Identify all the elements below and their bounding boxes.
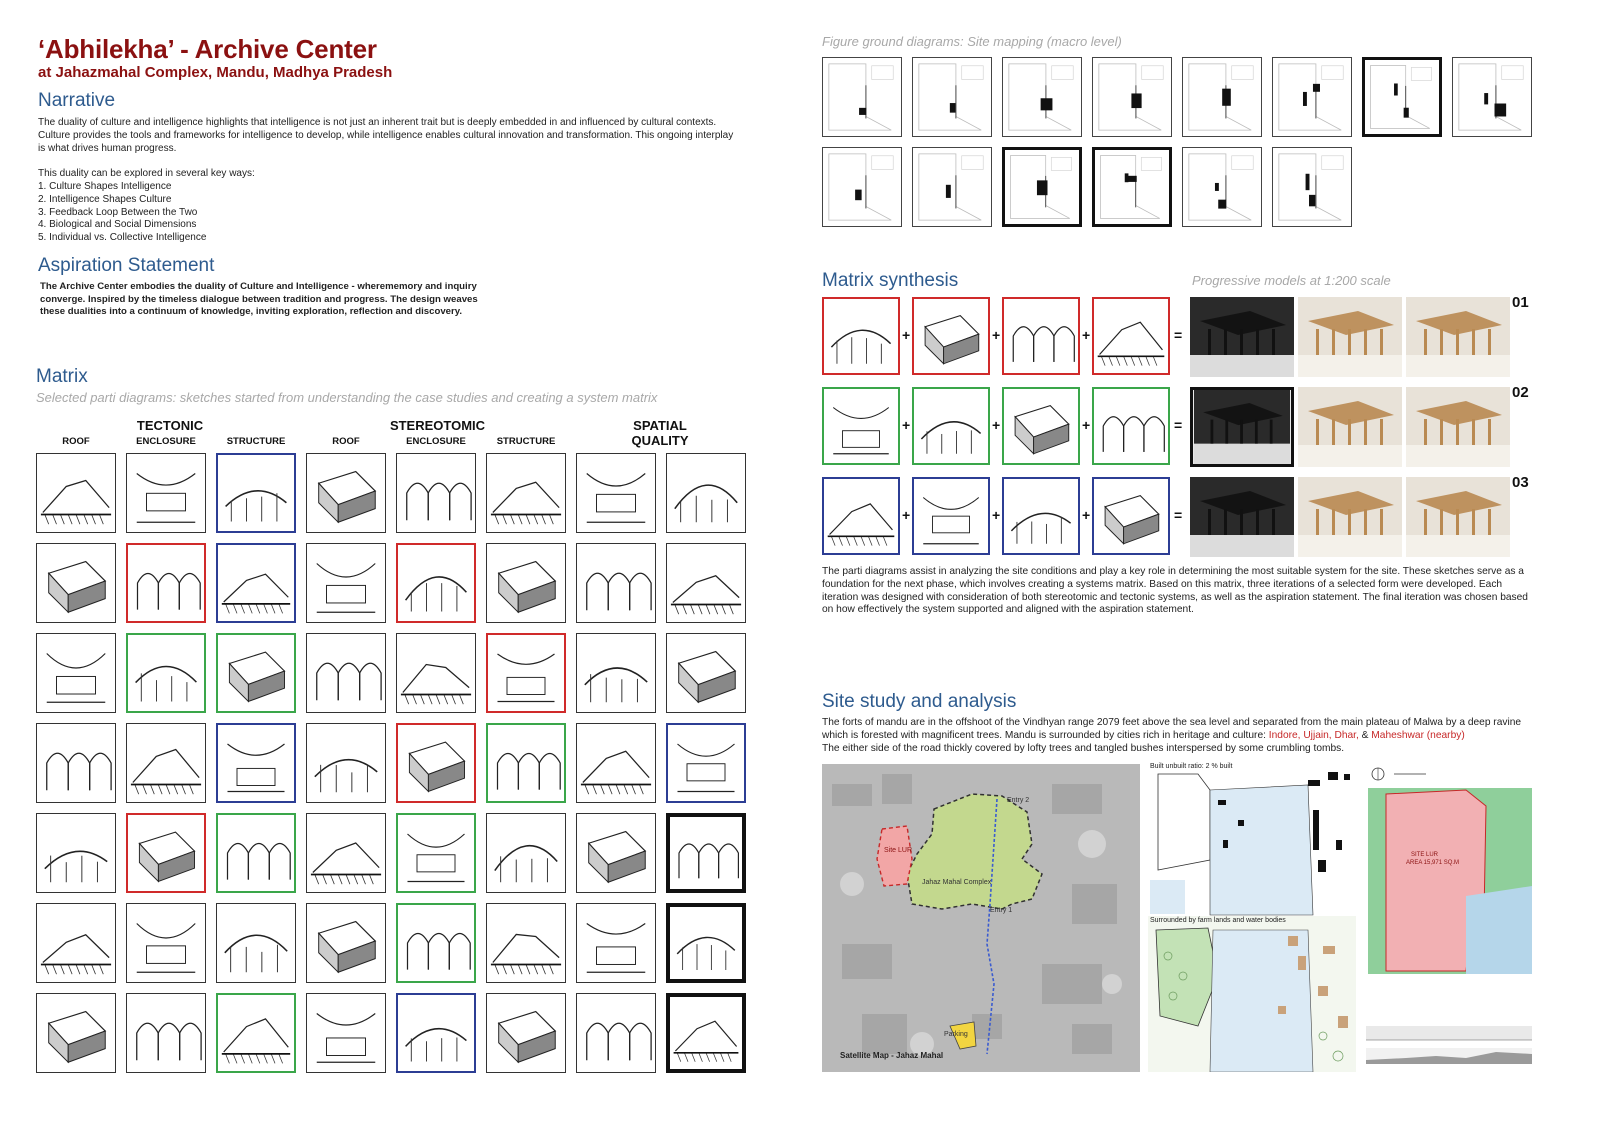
synthesis-sketch bbox=[822, 387, 900, 465]
figure-ground-diagram bbox=[912, 147, 992, 227]
parti-sketch bbox=[486, 993, 566, 1073]
parti-sketch bbox=[306, 993, 386, 1073]
site-lur-image bbox=[1366, 766, 1532, 974]
group-stereotomic: STEREOTOMIC bbox=[389, 418, 486, 433]
list-item: 3. Feedback Loop Between the Two bbox=[38, 206, 198, 218]
synthesis-sketch bbox=[912, 297, 990, 375]
site-area-line2: AREA 15,971 SQ.M bbox=[1406, 860, 1460, 866]
figure-ground-diagram bbox=[1272, 147, 1352, 227]
group-spatial-quality: SPATIAL QUALITY bbox=[631, 418, 689, 448]
plus-operator: + bbox=[1082, 507, 1091, 523]
parti-sketch bbox=[486, 903, 566, 983]
parti-sketch bbox=[396, 453, 476, 533]
equals-operator: = bbox=[1174, 417, 1183, 433]
model-photo bbox=[1190, 297, 1294, 377]
farmland-image bbox=[1148, 916, 1356, 1072]
model-photo bbox=[1298, 387, 1402, 467]
page-subtitle: at Jahazmahal Complex, Mandu, Madhya Pradesh bbox=[38, 64, 393, 81]
synthesis-paragraph: The parti diagrams assist in analyzing the site conditions and play a key role in determining the most suitable system for the site. These sketches serve as a foundation for the next phase, which involves creating a systems matrix. Based on this matrix, three iterations of a selected form were developed. Each iteration was designed with consideration of both stereotomic and tectonic systems, as well as the aspiration statement. The final iteration was chosen based on how effectively the system supported and aligned with the aspiration statement. bbox=[822, 566, 1528, 616]
parti-sketch bbox=[306, 453, 386, 533]
built-ratio-label: Built unbuilt ratio: 2 % built bbox=[1150, 763, 1233, 770]
parti-sketch bbox=[306, 723, 386, 803]
model-photo bbox=[1298, 297, 1402, 377]
parti-sketch bbox=[306, 543, 386, 623]
parti-sketch bbox=[306, 813, 386, 893]
parti-sketch bbox=[126, 543, 206, 623]
model-photo bbox=[1190, 387, 1294, 467]
matrix-heading: Matrix bbox=[36, 366, 88, 387]
list-item: 5. Individual vs. Collective Intelligence bbox=[38, 232, 207, 244]
figure-ground-diagram bbox=[1452, 57, 1532, 137]
iteration-number: 03 bbox=[1512, 474, 1529, 491]
parti-sketch bbox=[666, 453, 746, 533]
plus-operator: + bbox=[902, 417, 911, 433]
col-enclosure-stereotomic: ENCLOSURE bbox=[406, 436, 466, 447]
aspiration-heading: Aspiration Statement bbox=[38, 255, 215, 276]
parti-sketch bbox=[216, 993, 296, 1073]
parti-sketch bbox=[396, 633, 476, 713]
parti-sketch bbox=[126, 453, 206, 533]
group-tectonic: TECTONIC bbox=[136, 418, 204, 433]
site-section-image bbox=[1366, 1022, 1532, 1070]
matrix-caption: Selected parti diagrams: sketches started from understanding the case studies and creating a system matrix bbox=[36, 390, 658, 405]
figure-ground-diagram bbox=[1002, 57, 1082, 137]
parti-sketch bbox=[36, 453, 116, 533]
parti-sketch bbox=[306, 903, 386, 983]
site-area-line1: SITE LUR bbox=[1411, 852, 1439, 858]
parti-sketch bbox=[396, 723, 476, 803]
figure-ground-diagram bbox=[1092, 57, 1172, 137]
parti-sketch bbox=[486, 633, 566, 713]
figure-ground-diagram bbox=[1272, 57, 1352, 137]
figure-ground-diagram bbox=[1182, 57, 1262, 137]
model-photo bbox=[1406, 387, 1510, 467]
parti-sketch bbox=[216, 633, 296, 713]
narrative-list bbox=[38, 181, 438, 245]
satellite-map-image bbox=[822, 764, 1140, 1072]
parti-sketch bbox=[576, 903, 656, 983]
parti-sketch bbox=[306, 633, 386, 713]
parti-sketch bbox=[666, 723, 746, 803]
site-heading: Site study and analysis bbox=[822, 691, 1017, 712]
aspiration-text: The Archive Center embodies the duality of Culture and Intelligence - wherememory and inquiry converge. Inspired by the timeless dialogue between tradition and progress. The design weaves these dualities into a continuum of knowledge, inviting exploration, reflection and discovery. bbox=[40, 281, 478, 318]
parti-sketch bbox=[576, 723, 656, 803]
equals-operator: = bbox=[1174, 327, 1183, 343]
site-text-a: The forts of mandu are in the offshoot of the Vindhyan range 2079 feet above the sea level and separated from the main plateau of Malwa by a deep ravine which is forested with magnificent trees. Mandu is surrounded by cities rich in heritage and culture: bbox=[822, 717, 1522, 741]
parking-label: Parking bbox=[944, 1031, 968, 1038]
parti-sketch bbox=[486, 813, 566, 893]
site-amp: & bbox=[1358, 729, 1372, 741]
col-structure-stereotomic: STRUCTURE bbox=[496, 436, 556, 447]
parti-sketch bbox=[666, 543, 746, 623]
figure-ground-diagram bbox=[1092, 147, 1172, 227]
parti-sketch bbox=[36, 993, 116, 1073]
site-text-b: The either side of the road thickly covered by lofty trees and tangled bushes interspersed by some crumbling tombs. bbox=[822, 742, 1345, 754]
synthesis-sketch bbox=[822, 477, 900, 555]
site-lur-map bbox=[1366, 766, 1532, 974]
plus-operator: + bbox=[992, 417, 1001, 433]
parti-sketch bbox=[396, 993, 476, 1073]
list-item: 4. Biological and Social Dimensions bbox=[38, 219, 197, 231]
parti-sketch bbox=[216, 453, 296, 533]
parti-sketch bbox=[36, 813, 116, 893]
parti-sketch bbox=[486, 543, 566, 623]
parti-sketch bbox=[126, 903, 206, 983]
parti-sketch bbox=[576, 813, 656, 893]
synthesis-sketch bbox=[1002, 297, 1080, 375]
parti-sketch bbox=[126, 723, 206, 803]
site-section bbox=[1366, 1022, 1532, 1070]
entry1-label: Entry 1 bbox=[990, 907, 1013, 914]
synthesis-sketch bbox=[1092, 387, 1170, 465]
parti-sketch bbox=[126, 813, 206, 893]
parti-sketch bbox=[126, 633, 206, 713]
parti-sketch bbox=[36, 543, 116, 623]
parti-sketch bbox=[396, 543, 476, 623]
models-caption: Progressive models at 1:200 scale bbox=[1192, 273, 1391, 288]
figure-ground-diagram bbox=[1182, 147, 1262, 227]
figure-ground-diagram bbox=[1002, 147, 1082, 227]
entry2-label: Entry 2 bbox=[1007, 797, 1030, 804]
list-item: 1. Culture Shapes Intelligence bbox=[38, 181, 172, 192]
complex-label: Jahaz Mahal Complex bbox=[922, 879, 992, 886]
synthesis-sketch bbox=[1002, 387, 1080, 465]
plus-operator: + bbox=[902, 327, 911, 343]
site-maheshwar: Maheshwar (nearby) bbox=[1371, 729, 1465, 741]
parti-sketch bbox=[36, 903, 116, 983]
list-item: 2. Intelligence Shapes Culture bbox=[38, 193, 172, 205]
plus-operator: + bbox=[992, 327, 1001, 343]
parti-sketch bbox=[216, 813, 296, 893]
parti-sketch bbox=[666, 633, 746, 713]
parti-sketch bbox=[576, 453, 656, 533]
parti-sketch bbox=[666, 903, 746, 983]
col-enclosure-tectonic: ENCLOSURE bbox=[136, 436, 196, 447]
synthesis-sketch bbox=[912, 387, 990, 465]
parti-sketch bbox=[576, 633, 656, 713]
model-photo bbox=[1406, 297, 1510, 377]
model-photo bbox=[1190, 477, 1294, 557]
parti-sketch bbox=[396, 813, 476, 893]
plus-operator: + bbox=[1082, 417, 1091, 433]
parti-sketch bbox=[126, 993, 206, 1073]
figure-ground-diagram bbox=[822, 57, 902, 137]
synthesis-sketch bbox=[822, 297, 900, 375]
parti-sketch bbox=[216, 903, 296, 983]
parti-sketch bbox=[36, 723, 116, 803]
iteration-number: 01 bbox=[1512, 294, 1529, 311]
figure-ground-caption: Figure ground diagrams: Site mapping (macro level) bbox=[822, 34, 1122, 49]
site-paragraph bbox=[822, 717, 1532, 755]
parti-sketch bbox=[486, 723, 566, 803]
figure-ground-diagram bbox=[1362, 57, 1442, 137]
synthesis-sketch bbox=[1092, 297, 1170, 375]
narrative-heading: Narrative bbox=[38, 90, 116, 111]
site-cities: Indore, Ujjain, Dhar, bbox=[1268, 729, 1359, 741]
farm-label: Surrounded by farm lands and water bodies bbox=[1150, 917, 1286, 924]
plus-operator: + bbox=[1082, 327, 1091, 343]
parti-sketch bbox=[666, 993, 746, 1073]
col-roof-stereotomic: ROOF bbox=[332, 436, 360, 447]
parti-sketch bbox=[36, 633, 116, 713]
synthesis-sketch bbox=[1002, 477, 1080, 555]
narrative-intro: This duality can be explored in several key ways: bbox=[38, 168, 255, 179]
iteration-number: 02 bbox=[1512, 384, 1529, 401]
built-unbuilt-image bbox=[1148, 760, 1356, 916]
figure-ground-diagram bbox=[912, 57, 992, 137]
page-title: ‘Abhilekha’ - Archive Center bbox=[38, 34, 377, 64]
farmland-map bbox=[1148, 916, 1356, 1072]
plus-operator: + bbox=[992, 507, 1001, 523]
model-photo bbox=[1406, 477, 1510, 557]
figure-ground-diagram bbox=[822, 147, 902, 227]
site-lur-label: Site LUR bbox=[884, 847, 913, 854]
parti-sketch bbox=[666, 813, 746, 893]
col-roof-tectonic: ROOF bbox=[62, 436, 90, 447]
parti-sketch bbox=[216, 723, 296, 803]
synthesis-heading: Matrix synthesis bbox=[822, 270, 959, 291]
synthesis-sketch bbox=[1092, 477, 1170, 555]
model-photo bbox=[1298, 477, 1402, 557]
equals-operator: = bbox=[1174, 507, 1183, 523]
parti-sketch bbox=[576, 543, 656, 623]
built-unbuilt-map bbox=[1148, 760, 1356, 916]
satellite-map bbox=[822, 764, 1140, 1072]
narrative-paragraph: The duality of culture and intelligence highlights that intelligence is not just an inherent trait but is deeply embedded in and influenced by cultural contexts. Culture provides the tools and frameworks for intelligence to develop, while intelligence enables cultural innovation and transformation. This ongoing interplay is what drives human progress. bbox=[38, 117, 734, 154]
satellite-label: Satellite Map - Jahaz Mahal bbox=[840, 1051, 944, 1060]
parti-sketch bbox=[216, 543, 296, 623]
parti-sketch bbox=[486, 453, 566, 533]
parti-sketch bbox=[396, 903, 476, 983]
synthesis-sketch bbox=[912, 477, 990, 555]
col-structure-tectonic: STRUCTURE bbox=[226, 436, 286, 447]
parti-sketch bbox=[576, 993, 656, 1073]
plus-operator: + bbox=[902, 507, 911, 523]
